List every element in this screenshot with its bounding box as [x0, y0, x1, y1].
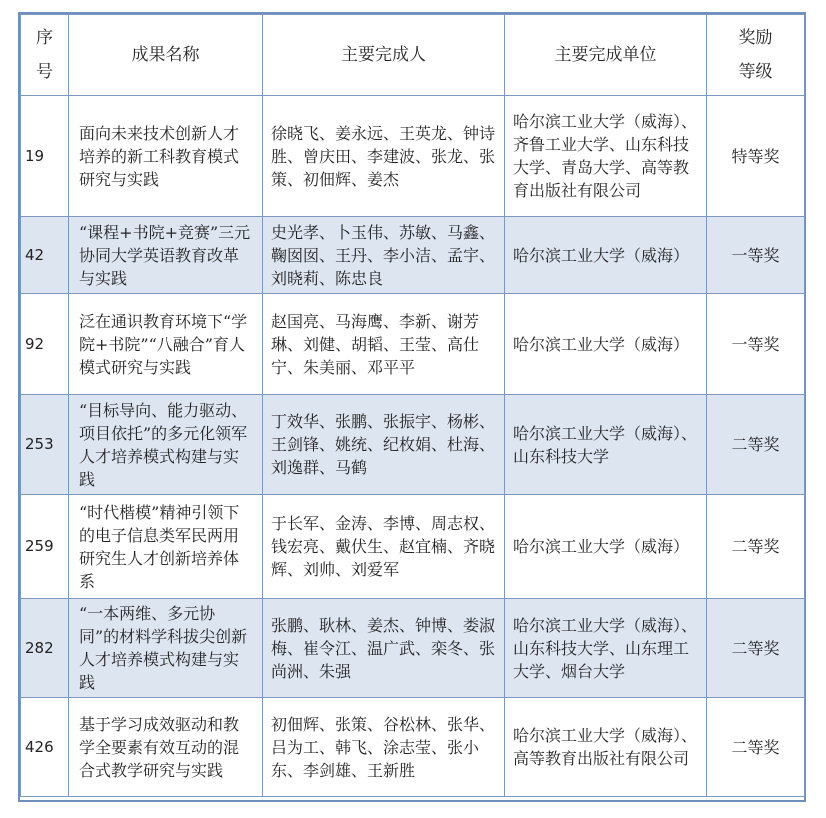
cell-no: 42 [21, 217, 69, 294]
table-header [21, 15, 805, 96]
table-row [21, 599, 805, 698]
cell-units: 哈尔滨工业大学（威海） [505, 294, 707, 395]
cell-award: 一等奖 [707, 217, 805, 294]
cell-title: 面向未来技术创新人才培养的新工科教育模式研究与实践 [69, 96, 263, 217]
header-people: 主要完成人 [263, 15, 505, 96]
cell-title: “目标导向、能力驱动、项目依托”的多元化领军人才培养模式构建与实践 [69, 395, 263, 495]
cell-title: “课程+书院+竞赛”三元协同大学英语教育改革与实践 [69, 217, 263, 294]
cell-award: 一等奖 [707, 294, 805, 395]
cell-units: 哈尔滨工业大学（威海）、高等教育出版社有限公司 [505, 698, 707, 797]
cell-award: 特等奖 [707, 96, 805, 217]
table-row [21, 217, 805, 294]
cell-units: 哈尔滨工业大学（威海）、山东科技大学、山东理工大学、烟台大学 [505, 599, 707, 698]
cell-award: 二等奖 [707, 395, 805, 495]
header-seq-line2: 号 [36, 62, 53, 82]
cell-no: 92 [21, 294, 69, 395]
header-award-line2: 等级 [738, 62, 773, 82]
cell-award: 二等奖 [707, 698, 805, 797]
cell-no: 259 [21, 495, 69, 599]
cell-title: 泛在通识教育环境下“学院+书院”“八融合”育人模式研究与实践 [69, 294, 263, 395]
cell-units: 哈尔滨工业大学（威海） [505, 217, 707, 294]
cell-units: 哈尔滨工业大学（威海）、山东科技大学 [505, 395, 707, 495]
cell-units: 哈尔滨工业大学（威海）、齐鲁工业大学、山东科技大学、青岛大学、高等教育出版社有限公司 [505, 96, 707, 217]
cell-award: 二等奖 [707, 495, 805, 599]
cell-people: 初佃辉、张策、谷松林、张华、吕为工、韩飞、涂志莹、张小东、李剑雄、王新胜 [263, 698, 505, 797]
cell-no: 426 [21, 698, 69, 797]
cell-people: 徐晓飞、姜永远、王英龙、钟诗胜、曾庆田、李建波、张龙、张策、初佃辉、姜杰 [263, 96, 505, 217]
cell-award: 二等奖 [707, 599, 805, 698]
cell-units: 哈尔滨工业大学（威海） [505, 495, 707, 599]
awards-table-frame [18, 12, 806, 802]
cell-no: 253 [21, 395, 69, 495]
header-units: 主要完成单位 [505, 15, 707, 96]
cell-people: 史光孝、卜玉伟、苏敏、马鑫、鞠囡囡、王丹、李小洁、孟宇、刘晓莉、陈忠良 [263, 217, 505, 294]
awards-table [20, 14, 805, 797]
table-row [21, 395, 805, 495]
header-seq-line1: 序 [36, 28, 53, 48]
header-seq [21, 15, 69, 96]
cell-people: 张鹏、耿林、姜杰、钟博、娄淑梅、崔令江、温广武、栾冬、张尚洲、朱强 [263, 599, 505, 698]
cell-no: 282 [21, 599, 69, 698]
cell-title: 基于学习成效驱动和教学全要素有效互动的混合式教学研究与实践 [69, 698, 263, 797]
cell-people: 赵国亮、马海鹰、李新、谢芳琳、刘健、胡韬、王莹、高仕宁、朱美丽、邓平平 [263, 294, 505, 395]
header-award-line1: 奖励 [738, 28, 773, 48]
table-row [21, 495, 805, 599]
cell-title: “时代楷模”精神引领下的电子信息类军民两用研究生人才创新培养体系 [69, 495, 263, 599]
table-row [21, 96, 805, 217]
cell-people: 丁效华、张鹏、张振宇、杨彬、王剑锋、姚统、纪枚娟、杜海、刘逸群、马鹤 [263, 395, 505, 495]
cell-no: 19 [21, 96, 69, 217]
cell-title: “一本两维、多元协同”的材料学科拔尖创新人才培养模式构建与实践 [69, 599, 263, 698]
header-award [707, 15, 805, 96]
cell-people: 于长军、金涛、李博、周志权、钱宏亮、戴伏生、赵宜楠、齐晓辉、刘帅、刘爱军 [263, 495, 505, 599]
table-row [21, 294, 805, 395]
table-row [21, 698, 805, 797]
header-title: 成果名称 [69, 15, 263, 96]
